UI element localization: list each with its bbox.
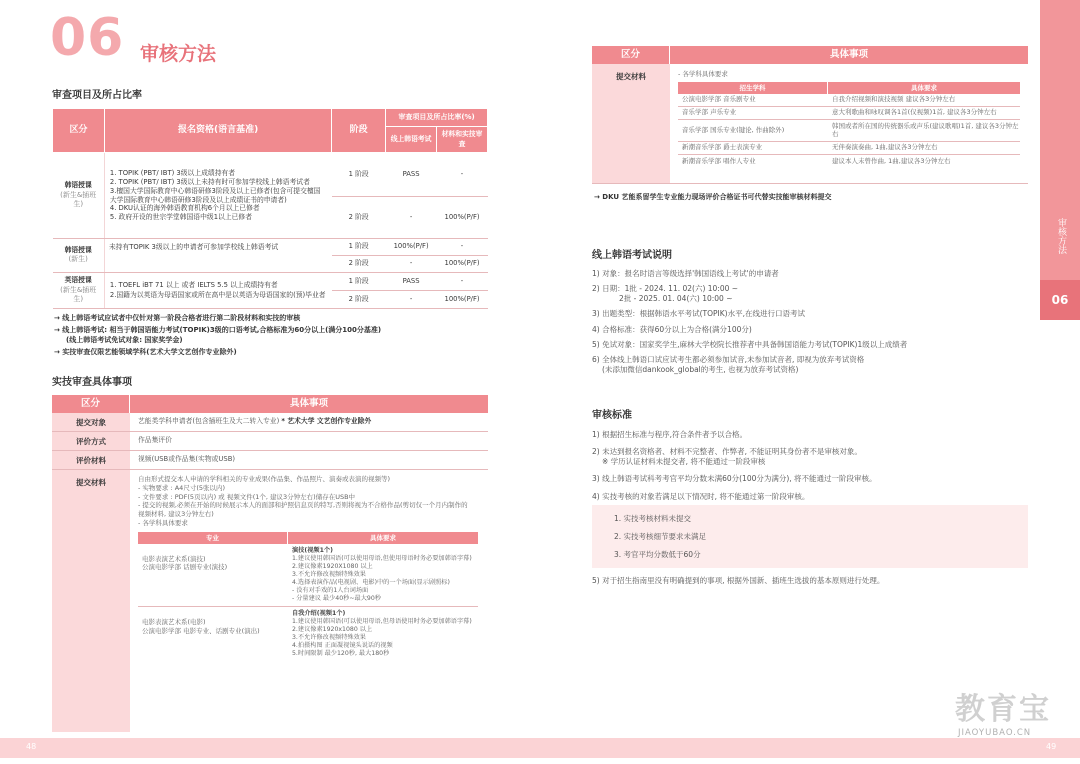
th-category: 区分 (53, 109, 105, 153)
th-material: 材料和实技审查 (437, 127, 488, 153)
list-item: 4) 合格标准：获得60分以上为合格(满分100分) (592, 324, 752, 334)
intro-text: - 各学科具体要求 (678, 70, 728, 78)
list-item: 1) 根据招生标准与程序,符合条件者予以合格。 (592, 430, 747, 439)
section-title: 审核方法 (140, 43, 217, 65)
th-category: 区分 (52, 395, 130, 413)
side-tab-number: 06 (1051, 293, 1069, 307)
online-cell: - (386, 256, 437, 273)
th-category: 区分 (592, 46, 670, 64)
footer-bar-right (540, 738, 1080, 758)
row-submit-material: 提交材料 自由形式提交本人申请的学科相关的专业成果(作品集、作品照片、演奏或表演的视频等) - 实物要求 : A4尺寸(5张以内) - 文件要求 : PDF(5页以内) 或 视频文件(1个, 建议3分钟左右)储存在USB中 - 提交的视频,必须在开始的时候展示本人的面部和护照信息页的特写,否则将视为不合格作品(剪切仅一个月内制作的视频材料, 建议3分钟左右) - 各学科具体要求 专业 具体要求 电影表演艺术系(演技) 公演电影学部 话剧专业(演技) 演技(视频1个) 1.建议使用韩国语(可以使用母语,但使用母语时务必要加韩语字幕) 2.建议像素1920X1080 以上 3.不允许修改视频特殊效果 4.选择表演作品(电视剧、电影)中的一个场面(显示剧照标) - 没有对手戏的1人台词场面 - 分量建议 最少40秒~最大90秒 电影表演艺术系(电影) 公演电影学部 电影专业、话剧专业(演出) 自我介绍(视频1个) 1.建议使用韩国语(可以使用母语,但母语使用时务必要加韩语字幕) 2.建议像素1920x1080 以上 3.不允许修改视频特殊效果 4.拍摄构图 正面凝视镜头说话的视频 5.时间限制 最少120秒, 最大180秒 (52, 470, 488, 732)
notes-1: → 线上韩语考试应试者中仅针对第一阶段合格者进行第二阶段材料和实技的审核 → 线上韩语考试: 相当于韩国语能力考试(TOPIK)3级的口语考试,合格标准为60分以上(满分100分基准) (线上韩语考试免试对象: 国家奖学金) → 实技审查仅限艺能领域学科(艺术大学文艺创作专业除外) (54, 314, 382, 357)
row-submit-target: 提交对象 艺能类学科申请者(包含插班生及大二转入专业) * 艺术大学 文艺创作专业除外 (52, 413, 488, 432)
group-korean-1: 韩语授课 (新生&插班生) (53, 153, 105, 239)
watermark-url: JIAOYUBAO.CN (958, 728, 1032, 738)
review-ratio-table (52, 108, 488, 309)
criteria-list (592, 430, 1032, 591)
inner-row: 音乐学部 声乐专业 意大利歌曲和咏叹调各1首(仅视频)1首, 建议各3分钟左右 (678, 107, 1020, 120)
online-exam-title: 线上韩语考试说明 (592, 250, 672, 261)
list-item: 2) 日期：1批 - 2024. 11. 02(六) 10:00 ~ 2批 - 2025. 01. 04(六) 10:00 ~ (592, 284, 739, 304)
qual-list-1: 1. TOPIK (PBT/ IBT) 3级以上成绩持有者 2. TOPIK (PBT/ IBT) 3级以上未持有时可参加学校线上韩语考试者 3.檀国大学国际教育中心韩语研修3阶段及以上已修者(包含可提交檀国大学国际教育中心韩语研修3阶段及以上成绩证书的申请者) 4. DKU认证的海外韩语教育机构6个月以上已修者 5. 政府开设的世宗学堂韩国语中级1以上已修者 (104, 153, 331, 239)
list-item: 5) 对于招生指南里没有明确提到的事项, 根据外国新、插班生选拔的基本原则进行处理。 (592, 575, 885, 585)
submit-material-table (592, 46, 1028, 184)
inner-row: 新潮音乐学部 唱作人专业 建议本人未曾作曲, 1曲,建议各3分钟左右 (682, 156, 951, 165)
online-exam-list (592, 269, 1032, 380)
page-number-left: 48 (26, 742, 37, 751)
online-cell: - (386, 291, 437, 309)
row-eval-material: 评价材料 视频(USB或作品集(实物或USB) (52, 451, 488, 470)
material-cell: - (437, 153, 488, 197)
th-stage: 阶段 (332, 109, 386, 153)
stage-cell: 2 阶段 (332, 256, 386, 273)
section-number: 06 (50, 8, 125, 68)
group-english: 英语授课 (新生&插班生) (53, 273, 105, 309)
material-cell: - (437, 239, 488, 256)
page-number-right: 49 (1046, 742, 1057, 751)
material-cell: 100%(P/F) (437, 256, 488, 273)
group-korean-2: 韩语授课 (新生) (53, 239, 105, 273)
online-cell: PASS (386, 153, 437, 197)
qual-list-2: 未持有TOPIK 3级以上的申请者可参加学校线上韩语考试 (104, 239, 331, 273)
qual-list-3: 1. TOEFL iBT 71 以上 或者 IELTS 5.5 以上成绩持有者 2.国籍为以英语为母语国家或所在高中是以英语为母语国家的(预)毕业者 (104, 273, 331, 309)
inner-row: 电影表演艺术系(演技) 公演电影学部 话剧专业(演技) 演技(视频1个) 1.建议使用韩国语(可以使用母语,但使用母语时务必要加韩语字幕) 2.建议像素1920X1080 以上 3.不允许修改视频特殊效果 4.选择表演作品(电视剧、电影)中的一个场面(显示剧照标) - 没有对手戏的1人台词场面 - 分量建议 最少40秒~最大90秒 (138, 544, 478, 607)
list-item: 2) 未达到报名资格者、材料不完整者、作弊者, 不能证明其身份者不是审核对象。 ※ 学历认证材料未提交者, 将不能通过一阶段审核 (592, 447, 862, 467)
th-detail: 具体事项 (130, 395, 488, 413)
side-tab (1040, 0, 1080, 320)
watermark-logo: 教育宝 (955, 692, 1051, 727)
stage-cell: 1 阶段 (332, 153, 386, 197)
online-cell: 100%(P/F) (386, 239, 437, 256)
side-tab-label: 审核方法 (1056, 218, 1066, 254)
criteria-title: 审核标准 (592, 410, 632, 421)
inner-major-table-right: 招生学科 具体要求 公演电影学部 音乐剧专业 自我介绍视频和演技视频 建议各3分钟左右 音乐学部 声乐专业 意大利歌曲和咏叹调各1首(仅视频)1首, 建议各3分钟左右 音乐学部 国乐专业(键论, 作曲除外) 韩国或者所在国的传统器乐或声乐(建议歌唱)1首, 建议各3分钟左右 新潮音乐学部 爵士表演专业 无伴奏演奏曲, 1曲,建议各3分钟左右 新潮音乐学部 唱作人专业 建议本人未曾作曲, 1曲,建议各3分钟左右 (678, 82, 1020, 168)
inner-major-table: 专业 具体要求 电影表演艺术系(演技) 公演电影学部 话剧专业(演技) 演技(视频1个) 1.建议使用韩国语(可以使用母语,但使用母语时务必要加韩语字幕) 2.建议像素1920X1080 以上 3.不允许修改视频特殊效果 4.选择表演作品(电视剧、电影)中的一个场面(显示剧照标) - 没有对手戏的1人台词场面 - 分量建议 最少40秒~最大90秒 电影表演艺术系(电影) 公演电影学部 电影专业、话剧专业(演出) 自我介绍(视频1个) 1.建议使用韩国语(可以使用母语,但母语使用时务必要加韩语字幕) 2.建议像素1920x1080 以上 3.不允许修改视频特殊效果 4.拍摄构图 正面凝视镜头说话的视频 5.时间限制 最少120秒, 最大180秒 (138, 532, 478, 662)
note-dku: → DKU 艺能系留学生专业能力现场评价合格证书可代替实技能审核材料提交 (594, 193, 832, 201)
list-item: 4) 实技考核的对象若满足以下情况时, 将不能通过第一阶段审核。 (592, 491, 810, 501)
sub-title-practical: 实技审查具体事项 (52, 377, 132, 388)
list-item: 3) 出题类型：根据韩语水平考试(TOPIK)水平,在线进行口语考试 (592, 309, 805, 319)
criteria-box: 1. 实技考核材料未提交 2. 实技考核细节要求未满足 3. 考官平均分数低于60分 (592, 505, 1028, 568)
practical-table (52, 395, 488, 732)
online-cell: - (386, 197, 437, 239)
footer-bar-left (0, 738, 540, 758)
stage-cell: 1 阶段 (332, 273, 386, 291)
sub-title-review-items: 审查项目及所占比率 (52, 90, 142, 101)
material-cell: 100%(P/F) (437, 291, 488, 309)
th-ratio: 审查项目及所占比率(%) (386, 109, 488, 127)
list-item: 6) 全体线上韩语口试应试考生都必须参加试音,未参加试音者, 即视为放弃考试资格 (未添加微信dankook_global的考生, 也视为放弃考试资格) (592, 354, 865, 374)
list-item: 5) 免试对象：国家奖学生,麻林大学校院长推荐者中具备韩国语能力考试(TOPIK)1级以上成绩者 (592, 339, 908, 349)
material-cell: 100%(P/F) (437, 197, 488, 239)
stage-cell: 1 阶段 (332, 239, 386, 256)
list-item: 3) 线上韩语考试科考考官平均分数未满60分(100分为满分), 将不能通过一阶段审核。 (592, 474, 877, 484)
stage-cell: 2 阶段 (332, 197, 386, 239)
th-qualification: 报名资格(语言基准) (104, 109, 331, 153)
inner-row: 电影表演艺术系(电影) 公演电影学部 电影专业、话剧专业(演出) 自我介绍(视频1个) 1.建议使用韩国语(可以使用母语,但母语使用时务必要加韩语字幕) 2.建议像素1920x1080 以上 3.不允许修改视频特殊效果 4.拍摄构图 正面凝视镜头说话的视频 5.时间限制 最少120秒, 最大180秒 (142, 610, 472, 658)
label-submit: 提交材料 (592, 64, 670, 183)
th-online: 线上韩语考试 (386, 127, 437, 153)
material-cell: - (437, 273, 488, 291)
online-cell: PASS (386, 273, 437, 291)
row-eval-method: 评价方式 作品集评价 (52, 432, 488, 451)
inner-row: 公演电影学部 音乐剧专业 自我介绍视频和演技视频 建议各3分钟左右 (678, 94, 1020, 107)
inner-row: 音乐学部 国乐专业(键论, 作曲除外) 韩国或者所在国的传统器乐或声乐(建议歌唱)1首, 建议各3分钟左右 (678, 120, 1020, 142)
th-detail: 具体事项 (670, 46, 1028, 64)
stage-cell: 2 阶段 (332, 291, 386, 309)
list-item: 1) 对象：报名时语言等级选择'韩国语线上考试'的申请者 (592, 269, 779, 278)
inner-row: 新潮音乐学部 爵士表演专业 无伴奏演奏曲, 1曲,建议各3分钟左右 (678, 142, 1020, 155)
